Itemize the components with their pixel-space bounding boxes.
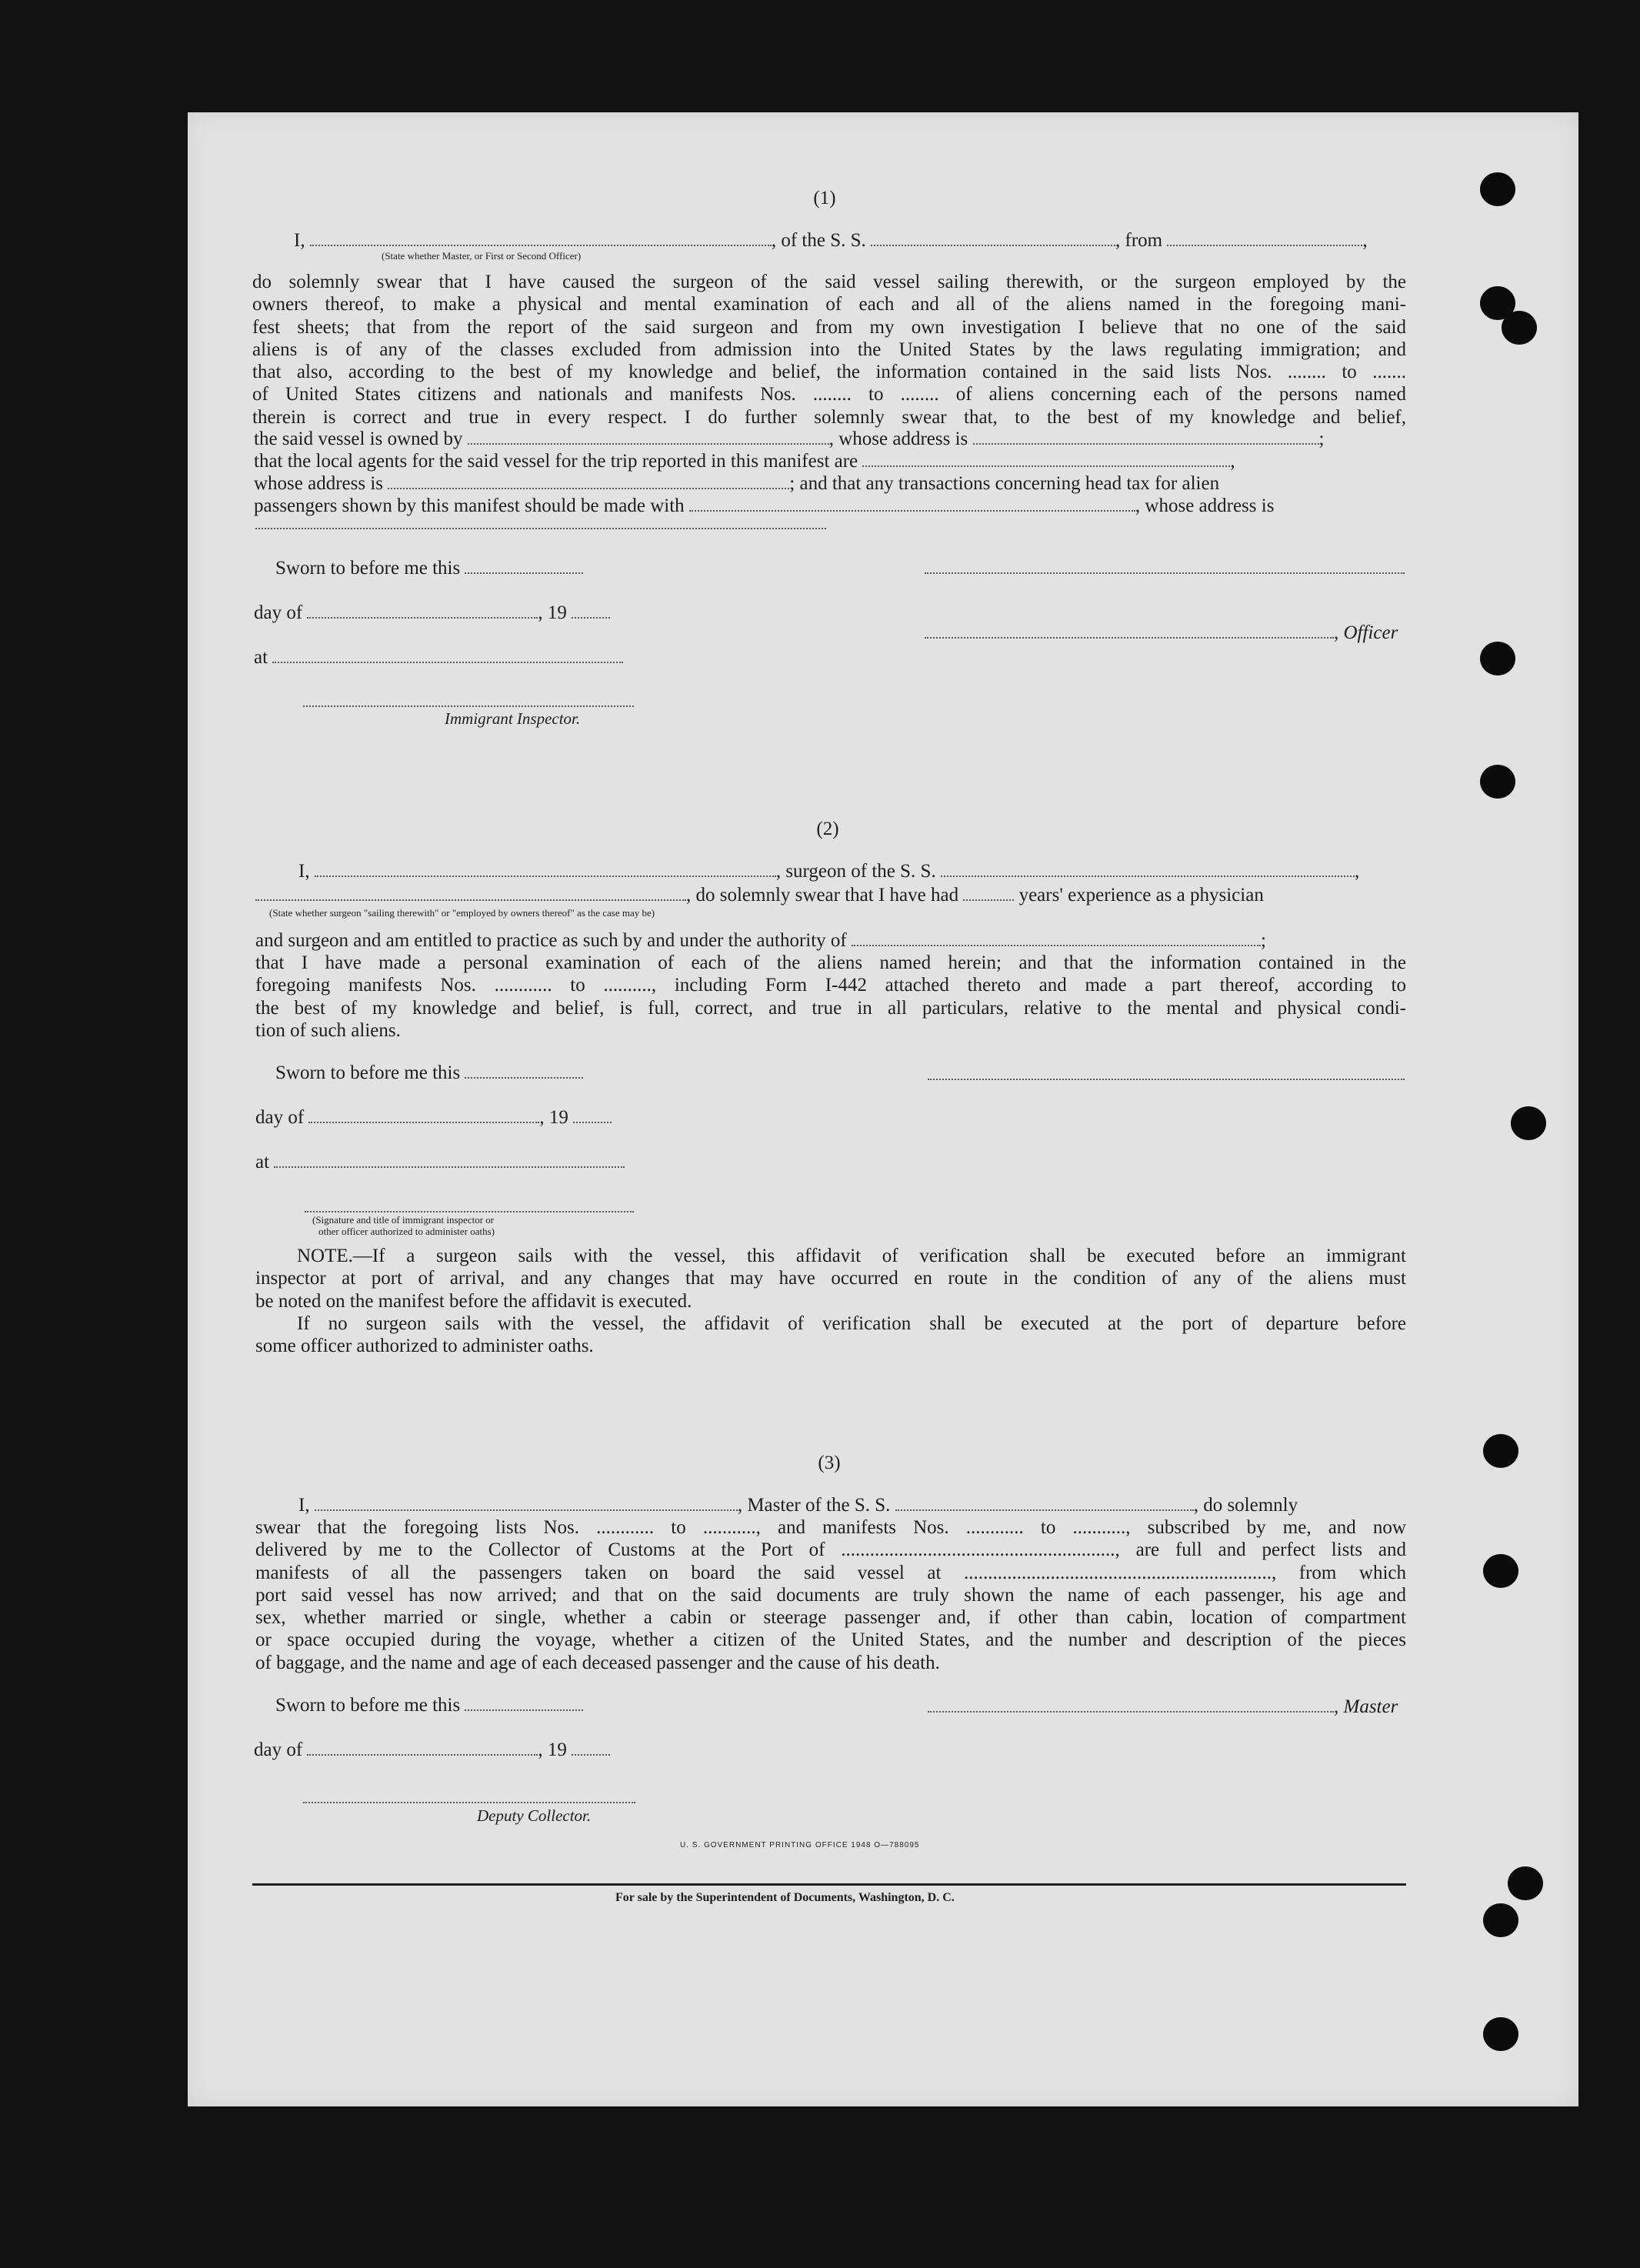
section-3-body bbox=[255, 1516, 1406, 1652]
punch-hole bbox=[1483, 1434, 1518, 1468]
experience-line: , do solemnly swear that I have had years' experience as a physician bbox=[255, 884, 1264, 906]
officer-signature-field[interactable] bbox=[925, 623, 1334, 639]
body-line: the best of my knowledge and belief, is full, correct, and true in all particulars, relative to the mental and physical condi- bbox=[255, 997, 1406, 1019]
note-last-line: be noted on the manifest before the affidavit is executed. bbox=[255, 1291, 692, 1312]
officer-name-field[interactable] bbox=[310, 231, 772, 246]
printing-office-line: U. S. GOVERNMENT PRINTING OFFICE 1948 O—788095 bbox=[680, 1841, 920, 1849]
agents-field[interactable] bbox=[862, 452, 1230, 467]
sworn-day-field-2[interactable] bbox=[465, 1063, 583, 1079]
deputy-signature-field[interactable] bbox=[303, 1802, 635, 1803]
master-line: I, , Master of the S. S. , do solemnly bbox=[298, 1495, 1298, 1516]
punch-hole bbox=[1483, 1903, 1518, 1937]
year-field-3[interactable] bbox=[572, 1740, 610, 1756]
surgeon-vessel-field[interactable] bbox=[941, 862, 1355, 877]
master-signature-field[interactable] bbox=[928, 1697, 1334, 1713]
signature-note-2: other officer authorized to administer oaths) bbox=[318, 1226, 495, 1237]
vessel-name-field[interactable] bbox=[871, 231, 1115, 246]
authority-line: and surgeon and am entitled to practice as such by and under the authority of ; bbox=[255, 930, 1266, 951]
punch-hole bbox=[1483, 2017, 1518, 2051]
agents-address-line: whose address is ; and that any transactions concerning head tax for alien bbox=[254, 473, 1220, 494]
section-2-heading: (2) bbox=[816, 819, 839, 839]
year-field-2[interactable] bbox=[573, 1108, 612, 1123]
day-month-field-3[interactable] bbox=[307, 1740, 538, 1756]
punch-hole bbox=[1480, 765, 1515, 799]
section-2-body bbox=[255, 952, 1406, 1019]
surgeon-type-field[interactable] bbox=[255, 886, 686, 901]
body-line: do solemnly swear that I have caused the surgeon of the said vessel sailing therewith, or the surgeon employed by the bbox=[252, 272, 1406, 292]
signature-note-1: (Signature and title of immigrant inspector or bbox=[312, 1214, 495, 1226]
head-tax-agent-field[interactable] bbox=[689, 496, 1135, 512]
from-port-field[interactable] bbox=[1167, 231, 1362, 246]
agents-line: that the local agents for the said vessel for the trip reported in this manifest are , bbox=[254, 451, 1235, 472]
sale-line: For sale by the Superintendent of Documents, Washington, D. C. bbox=[615, 1891, 955, 1904]
deputy-label: Deputy Collector. bbox=[477, 1806, 592, 1825]
punch-hole bbox=[1480, 642, 1515, 675]
body-last-line: of baggage, and the name and age of each deceased passenger and the cause of his death. bbox=[255, 1653, 940, 1673]
years-field[interactable] bbox=[963, 886, 1014, 901]
body-last-line: tion of such aliens. bbox=[255, 1020, 401, 1041]
section-1-body bbox=[252, 271, 1406, 429]
note-line: NOTE.—If a surgeon sails with the vessel, this affidavit of verification shall be executed before an immigrant bbox=[297, 1246, 1406, 1266]
sworn-line-3: Sworn to before me this bbox=[275, 1694, 583, 1716]
sworn-line-2: Sworn to before me this bbox=[275, 1062, 583, 1084]
day-month-field-1[interactable] bbox=[307, 603, 538, 619]
authority-field[interactable] bbox=[852, 931, 1261, 946]
agents-address-field[interactable] bbox=[388, 474, 789, 489]
punch-hole bbox=[1511, 1106, 1546, 1140]
punch-hole bbox=[1502, 311, 1537, 345]
at-place-field-2[interactable] bbox=[274, 1152, 625, 1168]
at-place-field-1[interactable] bbox=[272, 648, 623, 663]
section-3-heading: (3) bbox=[818, 1453, 841, 1473]
sworn-day-field-1[interactable] bbox=[465, 559, 583, 574]
head-tax-line: passengers shown by this manifest should be made with , whose address is bbox=[254, 495, 1275, 516]
body-line: swear that the foregoing lists Nos. ............ to ..........., and manifests Nos. ............ to ..........., subscribed by me, and now bbox=[255, 1517, 1406, 1538]
body-line: therein is correct and true in every respect. I do further solemnly swear that, to the best of my knowledge and belief, bbox=[252, 406, 1406, 428]
section-1-heading: (1) bbox=[813, 188, 836, 208]
head-tax-address-field[interactable] bbox=[255, 528, 826, 529]
day-line-3: day of , 19 bbox=[254, 1739, 610, 1761]
body-line: of United States citizens and nationals and manifests Nos. ........ to ........ of aliens concerning each of the persons named bbox=[252, 384, 1406, 405]
body-line: aliens is of any of the classes excluded from admission into the United States by the laws regulating immigration; and bbox=[252, 339, 1406, 360]
punch-hole bbox=[1508, 1866, 1543, 1900]
officer-note: (State whether Master, or First or Second Officer) bbox=[382, 250, 582, 262]
body-line: that I have made a personal examination of each of the aliens named herein; and that the information contained in the bbox=[255, 952, 1406, 973]
day-line-2: day of , 19 bbox=[255, 1106, 612, 1129]
at-line-2: at bbox=[255, 1151, 625, 1173]
surgeon-line: I, , surgeon of the S. S. , bbox=[298, 861, 1360, 882]
master-signature-line: , Master bbox=[928, 1696, 1398, 1718]
note-line: If no surgeon sails with the vessel, the affidavit of verification shall be executed at the port of departure before bbox=[297, 1313, 1406, 1334]
officer-signature-field-top[interactable] bbox=[925, 572, 1405, 574]
note-paragraph bbox=[255, 1245, 1406, 1290]
day-month-field-2[interactable] bbox=[308, 1108, 539, 1123]
inspector-label: Immigrant Inspector. bbox=[445, 709, 581, 728]
body-line: delivered by me to the Collector of Customs at the Port of ........................................................., are full and perfect lists and bbox=[255, 1539, 1406, 1561]
form-page bbox=[188, 112, 1578, 2106]
owner-field[interactable] bbox=[468, 429, 829, 445]
year-field-1[interactable] bbox=[572, 603, 610, 619]
master-name-field[interactable] bbox=[315, 1496, 738, 1511]
no-surgeon-paragraph bbox=[297, 1312, 1406, 1335]
body-line: port said vessel has now arrived; and that on the said documents are truly shown the name of each passenger, his age and bbox=[255, 1584, 1406, 1606]
sworn-line-1: Sworn to before me this bbox=[275, 557, 583, 579]
body-line: that also, according to the best of my knowledge and belief, the information contained in the said lists Nos. ........ to ....... bbox=[252, 362, 1406, 383]
owner-address-field[interactable] bbox=[973, 429, 1319, 445]
punch-hole bbox=[1480, 172, 1515, 206]
body-line: manifests of all the passengers taken on board the said vessel at ................................................................, from which bbox=[255, 1562, 1406, 1583]
body-line: owners thereof, to make a physical and mental examination of each and all of the aliens named in the foregoing mani- bbox=[252, 294, 1406, 315]
body-line: fest sheets; that from the report of the said surgeon and from my own investigation I believe that no one of the said bbox=[252, 316, 1406, 338]
surgeon-note: (State whether surgeon "sailing therewith" or "employed by owners thereof" as the case may be) bbox=[269, 907, 655, 919]
day-line-1: day of , 19 bbox=[254, 602, 610, 624]
body-line: or space occupied during the voyage, whether a citizen of the United States, and the number and description of the pieces bbox=[255, 1629, 1406, 1651]
note-line: inspector at port of arrival, and any changes that may have occurred en route in the condition of any of the aliens must bbox=[255, 1268, 1406, 1289]
surgeon-signature-field[interactable] bbox=[928, 1079, 1405, 1080]
at-line-1: at bbox=[254, 646, 623, 669]
punch-hole bbox=[1483, 1554, 1518, 1588]
inspector-signature-field[interactable] bbox=[303, 705, 634, 707]
body-line: sex, whether married or single, whether a cabin or steerage passenger and, if other than cabin, location of compartment bbox=[255, 1607, 1406, 1629]
master-vessel-field[interactable] bbox=[895, 1496, 1194, 1511]
surgeon-name-field[interactable] bbox=[315, 862, 776, 877]
officer-signature-line: , Officer bbox=[925, 622, 1398, 644]
owner-line: the said vessel is owned by , whose address is ; bbox=[254, 429, 1325, 449]
sworn-day-field-3[interactable] bbox=[465, 1696, 583, 1711]
no-surgeon-last-line: some officer authorized to administer oaths. bbox=[255, 1336, 594, 1356]
footer-rule bbox=[252, 1883, 1406, 1886]
officer-line: I, , of the S. S. , from , bbox=[294, 230, 1368, 251]
body-line: foregoing manifests Nos. ............ to .........., including Form I-442 attached thereto and made a part thereof, according to bbox=[255, 975, 1406, 996]
inspector-signature-field-2[interactable] bbox=[305, 1211, 634, 1212]
